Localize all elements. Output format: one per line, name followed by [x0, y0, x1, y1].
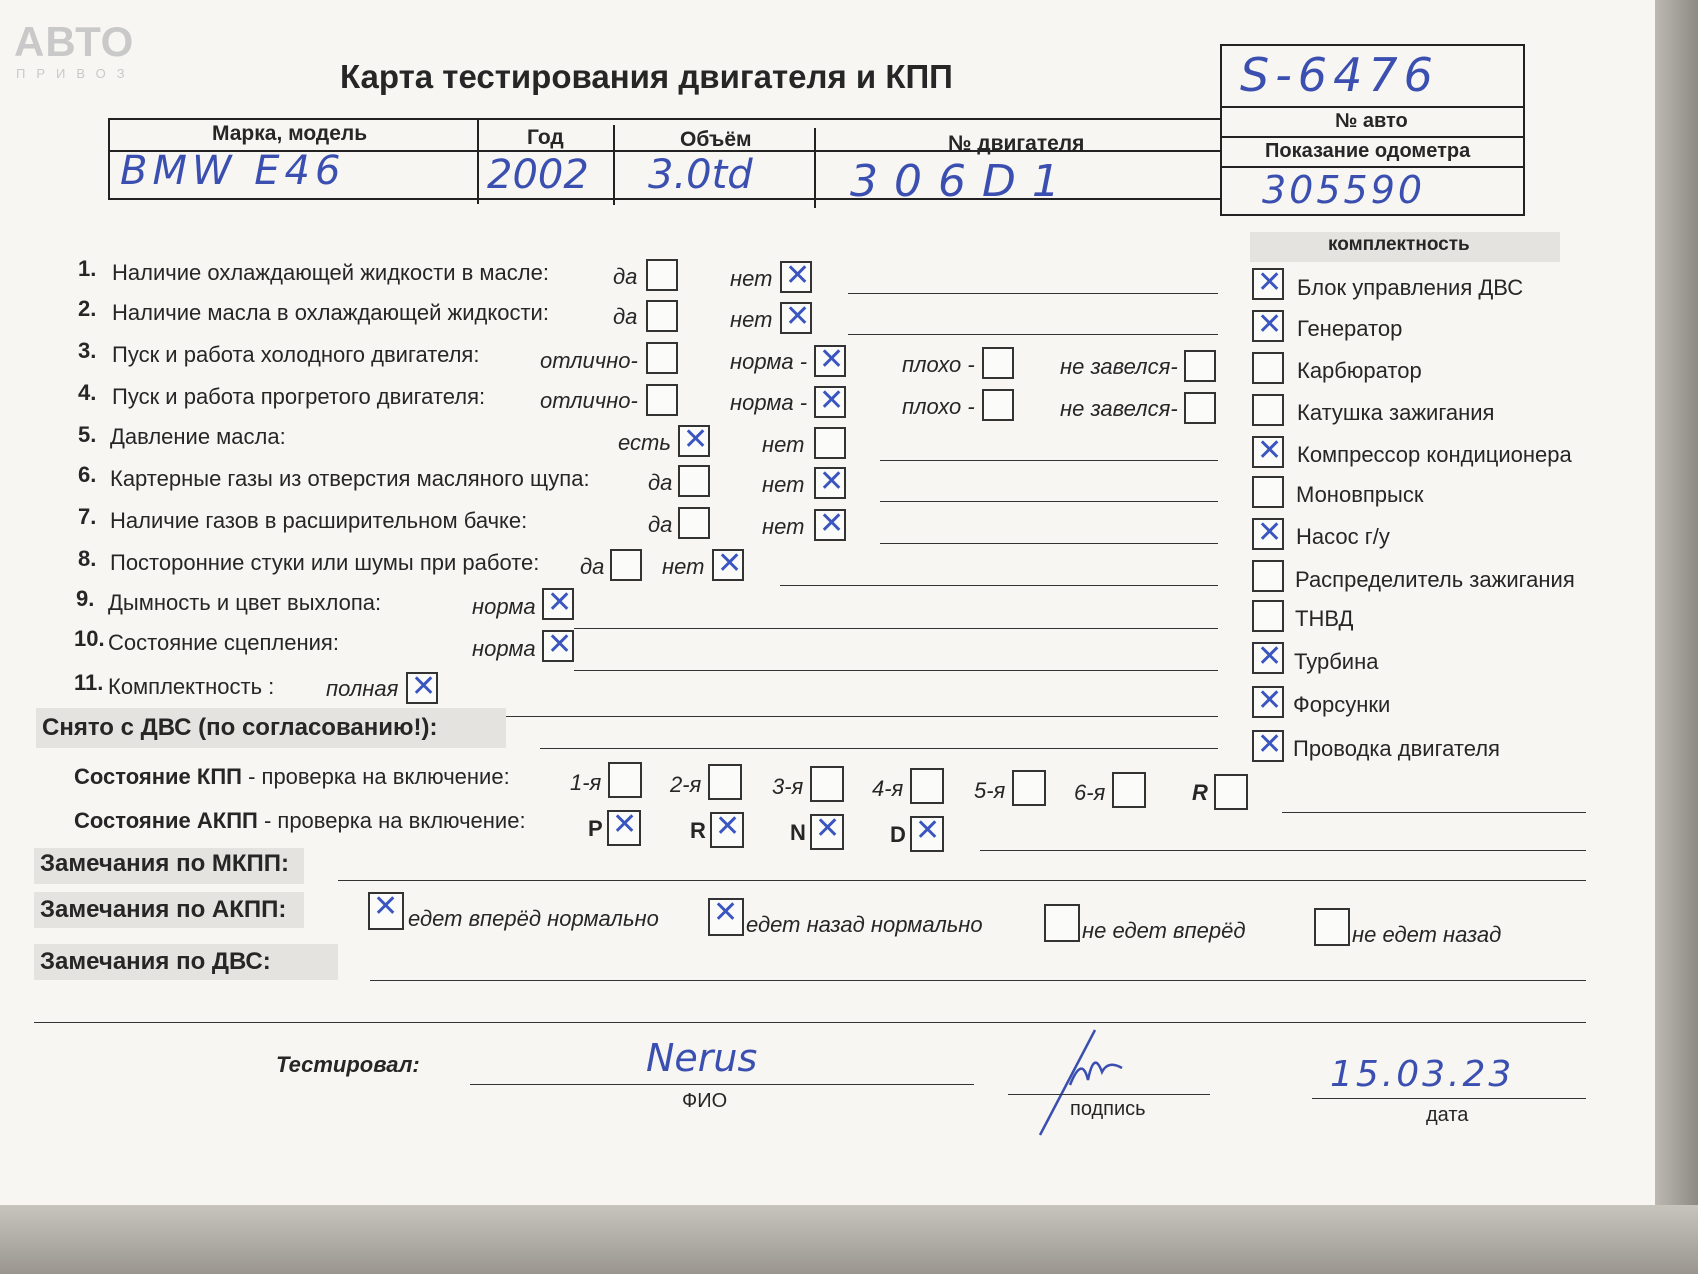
- auto-number-value: S-6476: [1240, 48, 1439, 102]
- option-label: да: [648, 470, 673, 495]
- akpp-label: [74, 808, 526, 834]
- kpp-gear-label: 6-я: [1074, 780, 1106, 805]
- remarks-mkpp-label: Замечания по МКПП:: [40, 850, 290, 877]
- option-label: нет: [730, 307, 773, 332]
- remarks-akpp-label: Замечания по АКПП:: [40, 896, 287, 923]
- kpp-label-rest: - проверка на включение:: [248, 764, 510, 789]
- option-label: не завелся-: [1060, 396, 1178, 421]
- engine-label: № двигателя: [948, 132, 1085, 155]
- item-text: Состояние сцепления:: [108, 630, 339, 655]
- option-checkbox[interactable]: [646, 384, 678, 416]
- item-text: Посторонние стуки или шумы при работе:: [110, 550, 540, 575]
- option-label: да: [648, 512, 673, 537]
- completeness-checkbox[interactable]: ✕: [1252, 642, 1284, 674]
- test-date: 15.03.23: [1330, 1054, 1515, 1095]
- option-checkbox[interactable]: ✕: [814, 345, 846, 377]
- completeness-title: комплектность: [1328, 234, 1470, 255]
- option-checkbox[interactable]: ✕: [712, 549, 744, 581]
- completeness-label: Моновпрыск: [1296, 482, 1424, 507]
- akpp-gear-checkbox[interactable]: ✕: [910, 816, 944, 852]
- completeness-label: Распределитель зажигания: [1295, 567, 1575, 592]
- completeness-checkbox[interactable]: [1252, 352, 1284, 384]
- option-label: отлично-: [540, 388, 638, 413]
- remarks-dvs-label: Замечания по ДВС:: [40, 948, 271, 975]
- option-checkbox[interactable]: [1184, 350, 1216, 382]
- completeness-label: Форсунки: [1293, 692, 1391, 717]
- brand-label: Марка, модель: [212, 122, 368, 145]
- akpp-gear-checkbox[interactable]: ✕: [710, 812, 744, 848]
- option-label: нет: [762, 514, 805, 539]
- kpp-gear-checkbox[interactable]: [708, 764, 742, 800]
- option-checkbox[interactable]: [646, 300, 678, 332]
- item-text: Наличие масла в охлаждающей жидкости:: [112, 300, 549, 325]
- akpp-gear-label: D: [890, 822, 906, 847]
- option-label: отлично-: [540, 348, 638, 373]
- kpp-gear-label: R: [1192, 780, 1208, 805]
- kpp-gear-label: 1-я: [570, 770, 602, 795]
- completeness-label: ТНВД: [1295, 606, 1354, 631]
- item-number: 2.: [78, 296, 97, 321]
- completeness-label: Карбюратор: [1297, 358, 1422, 383]
- page-title: Карта тестирования двигателя и КПП: [340, 58, 953, 95]
- kpp-gear-label: 2-я: [670, 772, 702, 797]
- option-checkbox[interactable]: ✕: [406, 672, 438, 704]
- volume-value: 3.0td: [648, 152, 753, 198]
- akpp-remark-option: не едет вперёд: [1082, 918, 1246, 943]
- page-edge-shadow: [1655, 0, 1698, 1274]
- item-text: Наличие охлаждающей жидкости в масле:: [112, 260, 549, 285]
- option-checkbox[interactable]: [646, 342, 678, 374]
- item-number: 10.: [74, 626, 105, 651]
- item-text: Комплектность :: [108, 674, 275, 699]
- akpp-remark-checkbox[interactable]: [1044, 904, 1080, 942]
- year-label: Год: [527, 126, 564, 149]
- completeness-label: Насос г/у: [1296, 524, 1390, 549]
- option-checkbox[interactable]: [982, 389, 1014, 421]
- kpp-gear-checkbox[interactable]: [910, 768, 944, 804]
- kpp-gear-label: 3-я: [772, 774, 804, 799]
- logo-text: АВТО: [14, 18, 135, 65]
- completeness-checkbox[interactable]: ✕: [1252, 268, 1284, 300]
- option-checkbox[interactable]: [610, 549, 642, 581]
- option-label: нет: [730, 266, 773, 291]
- akpp-gear-checkbox[interactable]: ✕: [607, 810, 641, 846]
- item-number: 8.: [78, 546, 97, 571]
- tester-name: Nerus: [646, 1036, 758, 1080]
- signature-caption: подпись: [1070, 1098, 1146, 1120]
- option-checkbox[interactable]: [678, 507, 710, 539]
- option-checkbox[interactable]: ✕: [678, 425, 710, 457]
- akpp-gear-label: R: [690, 818, 706, 843]
- item-number: 3.: [78, 338, 97, 363]
- option-checkbox[interactable]: ✕: [542, 630, 574, 662]
- item-number: 4.: [78, 380, 97, 405]
- tested-label: Тестировал:: [276, 1052, 420, 1077]
- kpp-gear-label: 4-я: [872, 776, 904, 801]
- option-checkbox[interactable]: ✕: [780, 261, 812, 293]
- option-checkbox[interactable]: ✕: [814, 386, 846, 418]
- akpp-gear-label: P: [588, 816, 603, 841]
- logo-subtext: ПРИВОЗ: [16, 66, 136, 81]
- item-number: 9.: [76, 586, 95, 611]
- akpp-remark-checkbox[interactable]: [1314, 908, 1350, 946]
- option-label: норма -: [730, 390, 808, 415]
- option-checkbox[interactable]: ✕: [780, 302, 812, 334]
- completeness-checkbox[interactable]: [1252, 394, 1284, 426]
- item-number: 7.: [78, 504, 97, 529]
- akpp-label-rest: - проверка на включение:: [263, 808, 526, 833]
- completeness-label: Генератор: [1297, 316, 1403, 341]
- date-caption: дата: [1426, 1104, 1469, 1126]
- option-label: есть: [618, 430, 671, 455]
- completeness-checkbox[interactable]: [1252, 476, 1284, 508]
- option-label: нет: [762, 472, 805, 497]
- option-checkbox[interactable]: [1184, 392, 1216, 424]
- akpp-remark-checkbox[interactable]: ✕: [368, 892, 404, 930]
- item-number: 11.: [74, 670, 104, 695]
- option-label: нет: [662, 554, 705, 579]
- completeness-checkbox[interactable]: ✕: [1252, 310, 1284, 342]
- item-number: 5.: [78, 422, 97, 447]
- kpp-gear-label: 5-я: [974, 778, 1006, 803]
- option-label: полная: [326, 676, 399, 701]
- volume-label: Объём: [680, 128, 752, 151]
- kpp-gear-checkbox[interactable]: [608, 762, 642, 798]
- completeness-label: Компрессор кондиционера: [1297, 442, 1572, 467]
- item-text: Пуск и работа прогретого двигателя:: [112, 384, 486, 409]
- option-checkbox[interactable]: ✕: [814, 509, 846, 541]
- option-label: да: [613, 304, 638, 329]
- option-label: норма: [472, 594, 536, 619]
- item-text: Давление масла:: [110, 424, 286, 449]
- year-value: 2002: [487, 152, 589, 198]
- completeness-checkbox[interactable]: ✕: [1252, 518, 1284, 550]
- completeness-checkbox[interactable]: ✕: [1252, 686, 1284, 718]
- option-label: нет: [762, 432, 805, 457]
- kpp-gear-checkbox[interactable]: [1112, 772, 1146, 808]
- option-label: плохо -: [902, 352, 975, 377]
- completeness-checkbox[interactable]: ✕: [1252, 436, 1284, 468]
- auto-number-label: № авто: [1335, 110, 1408, 132]
- odometer-value: 305590: [1262, 168, 1426, 212]
- akpp-gear-label: N: [790, 820, 806, 845]
- page-bottom-shadow: [0, 1205, 1698, 1274]
- option-checkbox[interactable]: ✕: [814, 467, 846, 499]
- akpp-gear-checkbox[interactable]: ✕: [810, 814, 844, 850]
- completeness-label: Турбина: [1294, 649, 1379, 674]
- option-checkbox[interactable]: [678, 465, 710, 497]
- completeness-checkbox[interactable]: [1252, 600, 1284, 632]
- option-label: норма: [472, 636, 536, 661]
- name-caption: ФИО: [682, 1090, 728, 1112]
- option-label: плохо -: [902, 394, 975, 419]
- item-number: 1.: [78, 256, 97, 281]
- kpp-label: [74, 764, 510, 790]
- option-label: да: [613, 264, 638, 289]
- option-checkbox[interactable]: ✕: [542, 588, 574, 620]
- akpp-remark-option: едет назад нормально: [746, 912, 983, 937]
- completeness-checkbox[interactable]: [1252, 560, 1284, 592]
- odometer-label: Показание одометра: [1265, 140, 1471, 162]
- item-number: 6.: [78, 462, 97, 487]
- akpp-remark-checkbox[interactable]: ✕: [708, 898, 744, 936]
- item-text: Наличие газов в расширительном бачке:: [110, 508, 528, 533]
- option-label: да: [580, 554, 605, 579]
- item-text: Дымность и цвет выхлопа:: [108, 590, 382, 615]
- item-text: Пуск и работа холодного двигателя:: [112, 342, 480, 367]
- akpp-label-bold: Состояние АКПП: [74, 808, 258, 833]
- option-label: норма -: [730, 349, 808, 374]
- kpp-label-bold: Состояние КПП: [74, 764, 242, 789]
- completeness-checkbox[interactable]: ✕: [1252, 730, 1284, 762]
- option-checkbox[interactable]: [982, 347, 1014, 379]
- akpp-remark-option: не едет назад: [1352, 922, 1502, 947]
- akpp-remark-option: едет вперёд нормально: [408, 906, 659, 931]
- removed-label: Снято с ДВС (по согласованию!):: [42, 714, 438, 741]
- item-text: Картерные газы из отверстия масляного щупа:: [110, 466, 590, 491]
- option-checkbox[interactable]: [814, 427, 846, 459]
- kpp-gear-checkbox[interactable]: [810, 766, 844, 802]
- completeness-label: Катушка зажигания: [1297, 400, 1495, 425]
- kpp-gear-checkbox[interactable]: [1214, 774, 1248, 810]
- option-checkbox[interactable]: [646, 259, 678, 291]
- kpp-gear-checkbox[interactable]: [1012, 770, 1046, 806]
- option-label: не завелся-: [1060, 354, 1178, 379]
- completeness-label: Блок управления ДВС: [1297, 275, 1524, 300]
- brand-value: BMW E46: [120, 148, 346, 194]
- engine-value: 306D1: [850, 156, 1076, 207]
- completeness-label: Проводка двигателя: [1293, 736, 1500, 761]
